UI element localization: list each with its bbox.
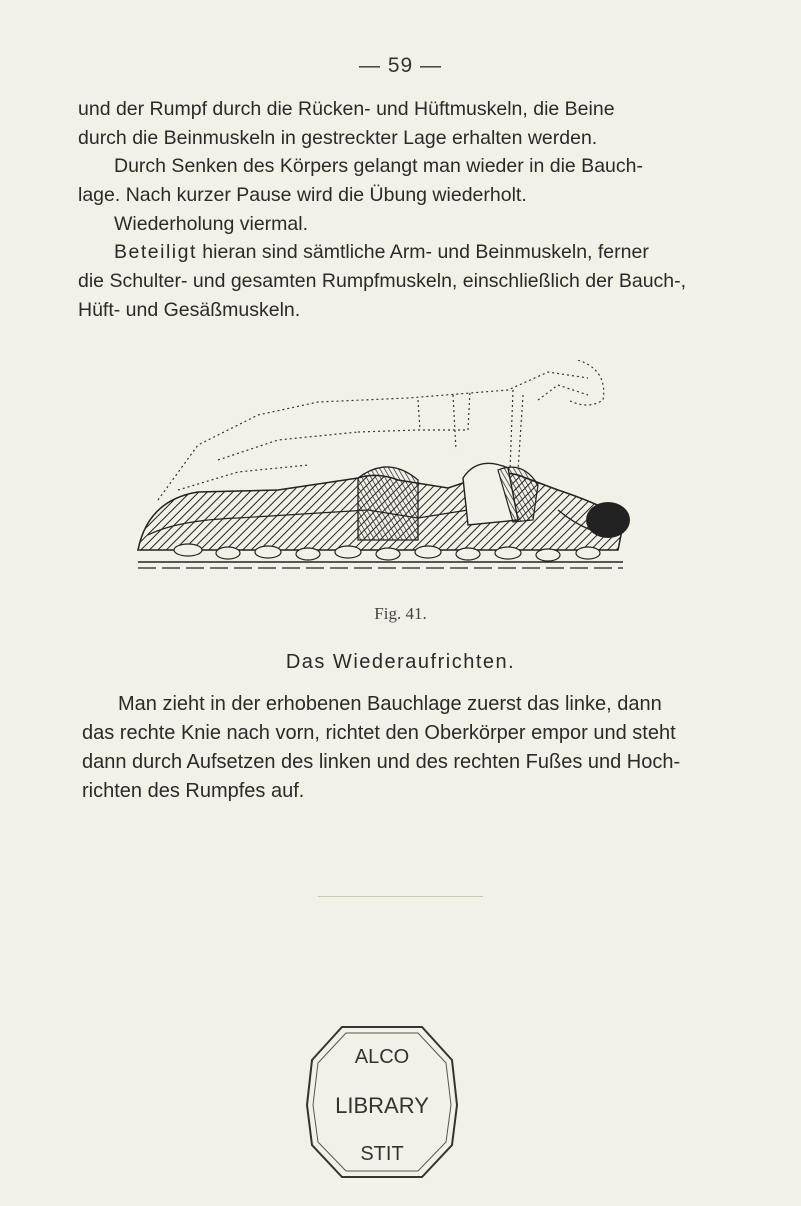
text-fragment: hieran sind sämtliche Arm- und Beinmuskeln, ferner — [196, 241, 649, 263]
spaced-keyword: Beteiligt — [114, 241, 197, 263]
stamp-text-middle: LIBRARY — [335, 1093, 429, 1118]
prone-body — [138, 463, 630, 550]
paragraph-3 — [78, 238, 723, 325]
text-line: die Schulter- und gesamten Rumpfmuskeln, einschließlich der Bauch-, — [78, 270, 687, 292]
paragraph-5 — [82, 690, 722, 806]
paragraph-2 — [78, 152, 723, 239]
figure-caption: Fig. 41. — [374, 604, 427, 623]
text-line: Wiederholung viermal. — [114, 213, 309, 235]
text-line: dann durch Aufsetzen des linken und des rechten Fußes und Hoch- — [82, 751, 681, 773]
separator-rule — [318, 896, 483, 897]
paragraph-1 — [78, 95, 723, 153]
text-line: das rechte Knie nach vorn, richtet den Oberkörper empor und steht — [82, 722, 676, 744]
section-title: Das Wiederaufrichten. — [285, 651, 516, 673]
library-stamp — [302, 1005, 462, 1185]
text-line: Hüft- und Gesäßmuskeln. — [78, 299, 301, 321]
text-line: durch die Beinmuskeln in gestreckter Lage erhalten werden. — [78, 127, 598, 149]
text-line: Man zieht in der erhobenen Bauchlage zuerst das linke, dann — [118, 693, 662, 715]
text-line: und der Rumpf durch die Rücken- und Hüftmuskeln, die Beine — [78, 98, 615, 120]
text-line: richten des Rumpfes auf. — [82, 780, 305, 802]
stamp-text-top: ALCO — [354, 1046, 410, 1068]
page-number: — 59 — — [358, 54, 443, 77]
text-line — [78, 238, 723, 267]
stamp-text-bottom: STIT — [360, 1143, 404, 1165]
exercise-illustration — [118, 360, 643, 585]
text-line: Durch Senken des Körpers gelangt man wieder in die Bauch- — [114, 155, 643, 177]
text-line: lage. Nach kurzer Pause wird die Übung wiederholt. — [78, 184, 527, 206]
floor-lines — [138, 562, 623, 568]
